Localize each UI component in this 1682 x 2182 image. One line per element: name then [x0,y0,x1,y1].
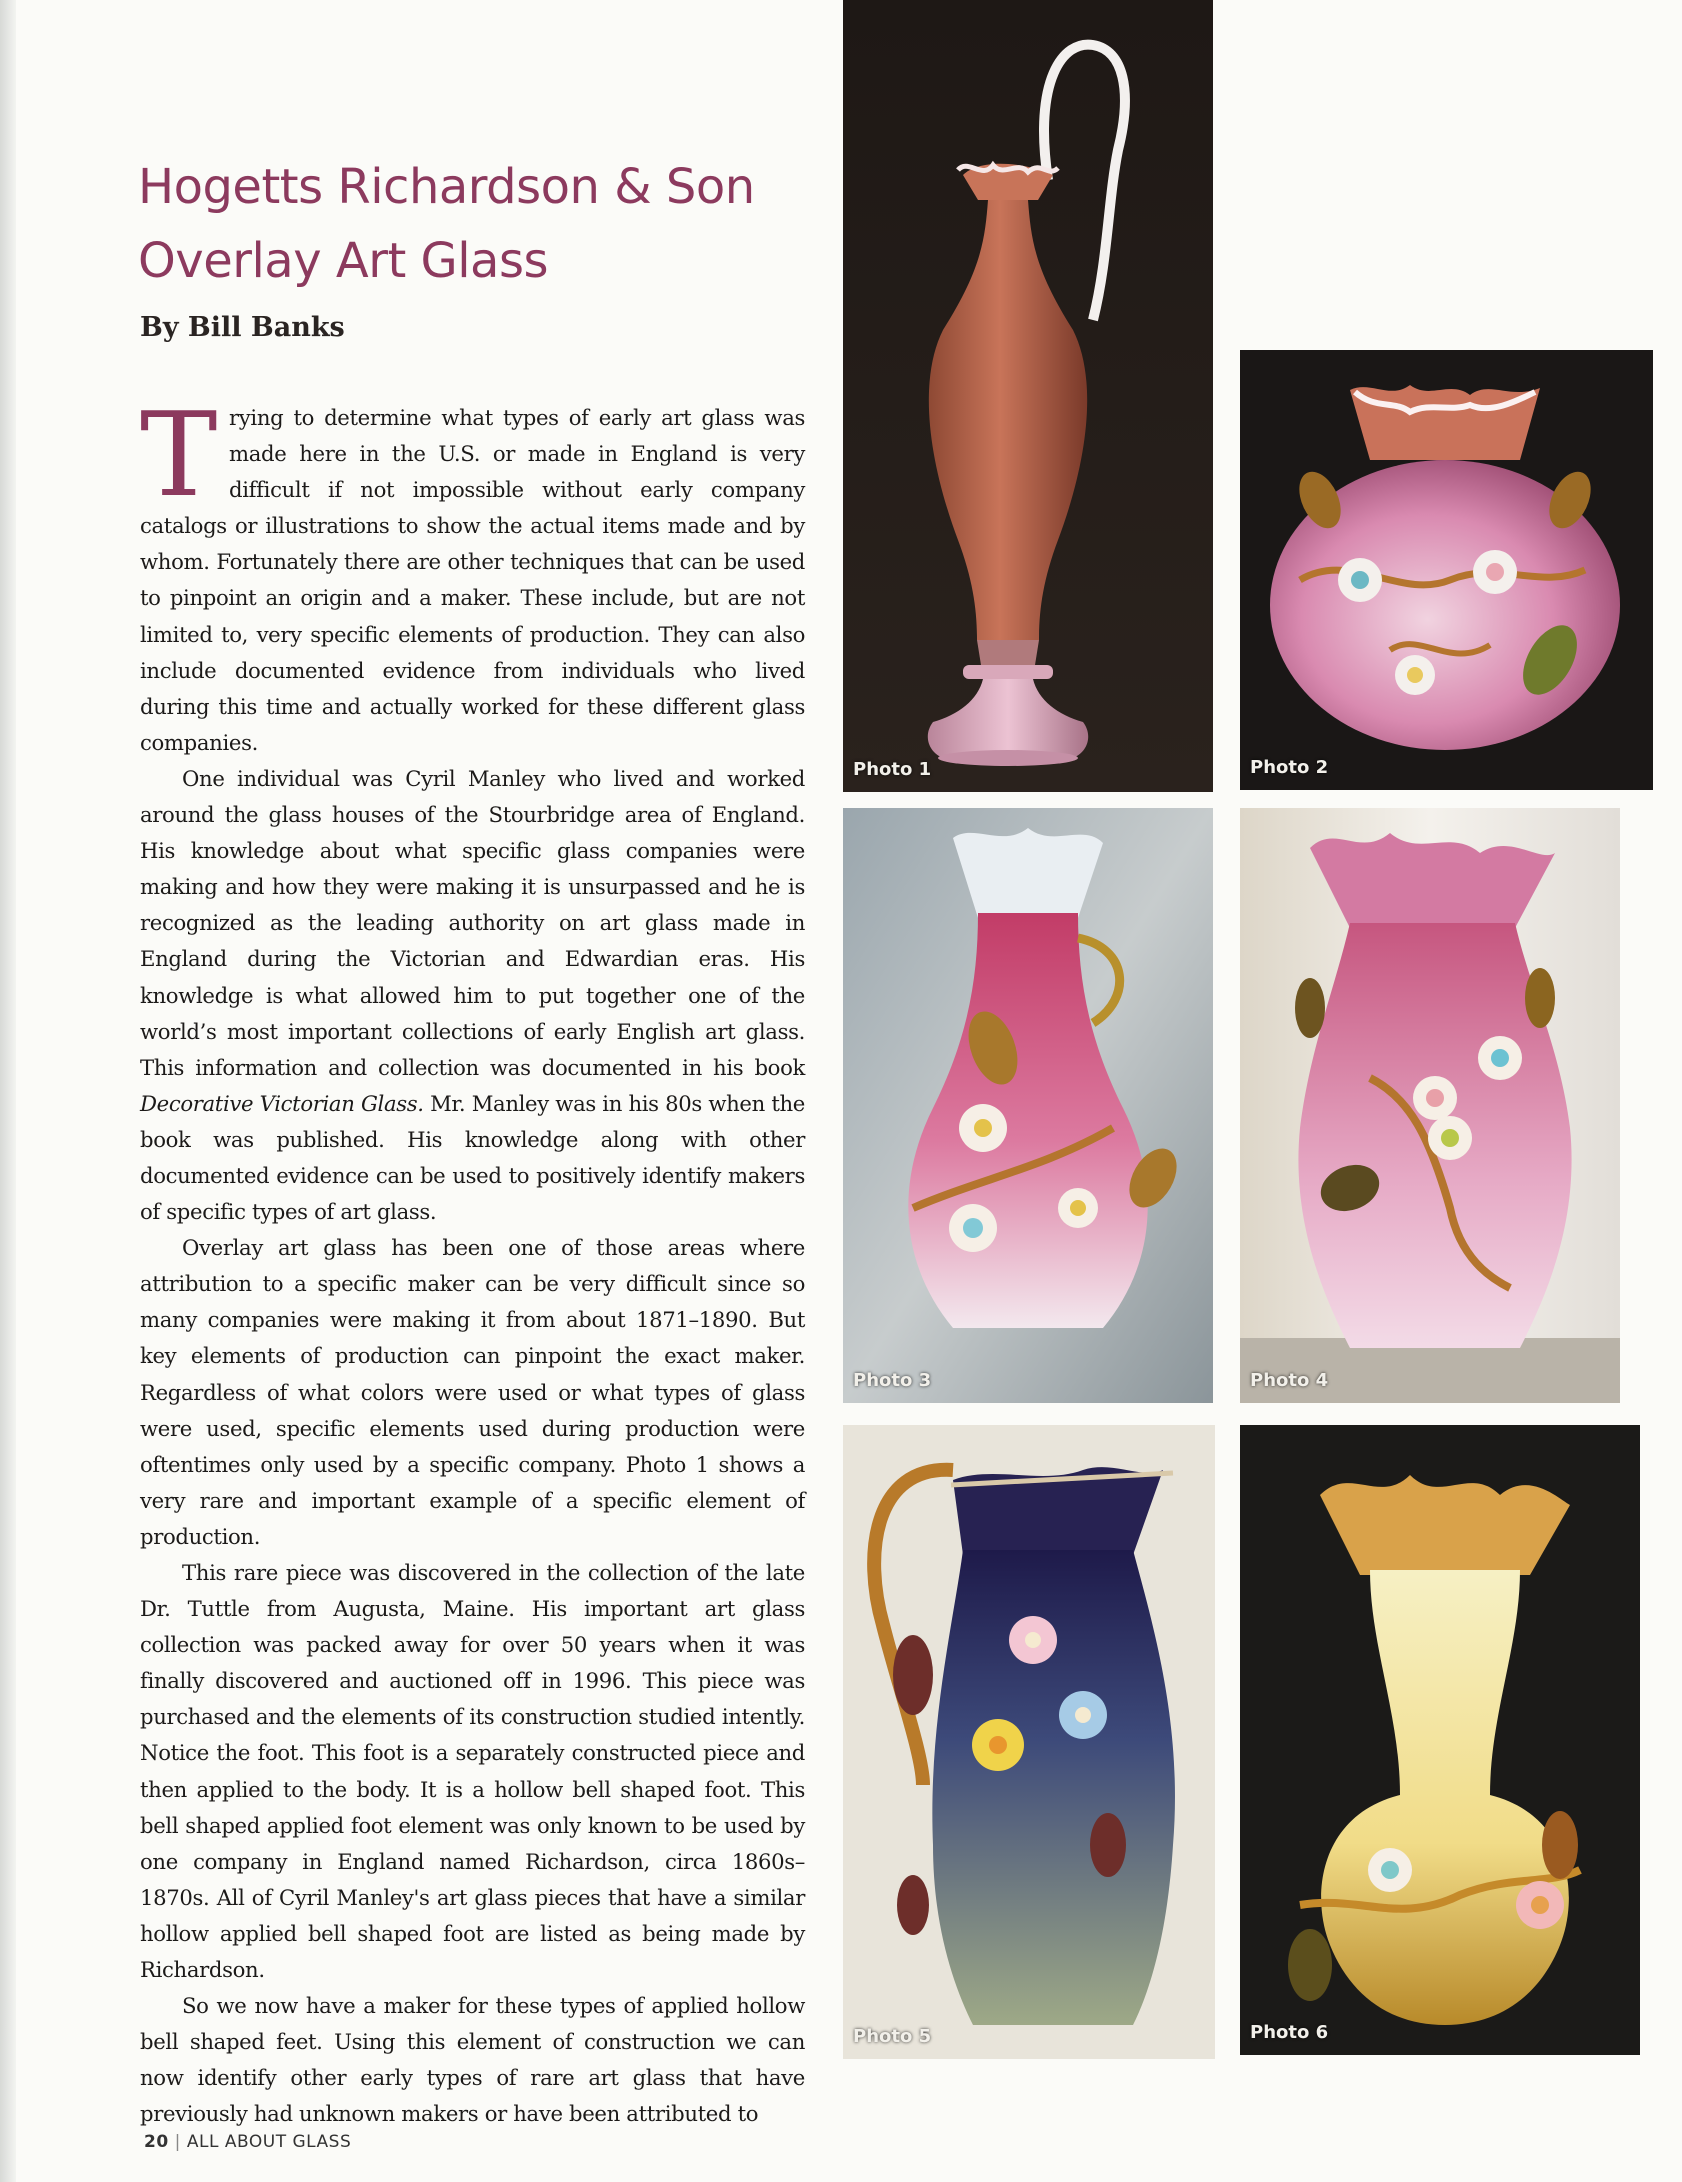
page-footer [144,2132,351,2152]
page-spine-shadow [0,0,16,2182]
photo-4-vase-image [1240,808,1620,1403]
footer-separator: | [174,2132,181,2152]
photo-6 [1240,1425,1640,2055]
photo-1-caption: Photo 1 [853,759,932,780]
photo-5-caption: Photo 5 [853,2026,932,2047]
photo-6-vase-image [1240,1425,1640,2055]
paragraph-2-text-b: Mr. Manley was in his 80s when the book was published. His knowledge along with other documented evidence can be used to positively identify makers of specific types of art glass. [140,1090,805,1225]
article-paragraph-4: This rare piece was discovered in the collection of the late Dr. Tuttle from Augusta, Maine. His important art glass collection was packed away for over 50 years when it was finally discovered and auctioned off in 1996. This piece was purchased and the elements of its construction studied intently. Notice the foot. This foot is a separately constructed piece and then applied to the body. It is a hollow bell shaped foot. This bell shaped applied foot element was only known to be used by one company in England named Richardson, circa 1860s–1870s. All of Cyril Manley's art glass pieces that have a similar hollow applied bell shaped foot are listed as being made by Richardson. [140,1560,805,1983]
page-number: 20 [144,2132,169,2152]
paragraph-1-text: rying to determine what types of early art glass was made here in the U.S. or made in England is very difficult if not impossible without early company catalogs or illustrations to show the actual items made and by whom. Fortunately there are other techniques that can be used to pinpoint an origin and a maker. These include, but are not limited to, very specific elements of production. They can also include documented evidence from individuals who lived during this time and actually worked for these different glass companies. [140,405,805,755]
photo-4 [1240,808,1620,1403]
photo-6-caption: Photo 6 [1250,2022,1329,2043]
article-paragraph-3: Overlay art glass has been one of those areas where attribution to a specific maker can be very difficult since so many companies were making it from about 1871–1890. But key elements of production can pinpoint the exact maker. Regardless of what colors were used or what types of glass were used, specific elements used during production were oftentimes only used by a specific company. Photo 1 shows a very rare and important example of a specific element of production. [140,1235,805,1549]
book-title: Decorative Victorian Glass. [140,1090,424,1116]
photo-4-caption: Photo 4 [1250,1370,1329,1391]
photo-3-vase-image [843,808,1213,1403]
photo-5-pitcher-image [843,1425,1215,2059]
article-title-line-2: Overlay Art Glass [138,233,548,289]
photo-2 [1240,350,1653,790]
photo-1-ewer-image [843,0,1213,792]
publication-name: ALL ABOUT GLASS [186,2132,352,2152]
paragraph-2-text-a: One individual was Cyril Manley who lived and worked around the glass houses of the Stourbridge area of England. His knowledge about what specific glass companies were making and how they were making it is unsurpassed and he is recognized as the leading authority on art glass made in England during the Victorian and Edwardian eras. His knowledge is what allowed him to put together one of the world’s most important collections of early English art glass. This information and collection was documented in his book [140,765,805,1080]
photo-3 [843,808,1213,1403]
article-title-line-1: Hogetts Richardson & Son [138,159,755,215]
article-title [138,150,828,298]
photo-3-caption: Photo 3 [853,1370,932,1391]
photo-2-caption: Photo 2 [1250,757,1329,778]
photo-2-vase-image [1240,350,1653,790]
article-paragraph-5: So we now have a maker for these types of applied hollow bell shaped feet. Using this element of construction we can now identify other early types of rare art glass that have previously had unknown makers or have been attributed to [140,1993,805,2127]
photo-1 [843,0,1213,792]
article-paragraph-1 [140,388,805,761]
article-byline: By Bill Banks [140,312,345,343]
article-body [140,388,805,2133]
photo-5 [843,1425,1215,2059]
article-paragraph-2 [140,761,805,1230]
drop-cap: T [140,388,218,523]
